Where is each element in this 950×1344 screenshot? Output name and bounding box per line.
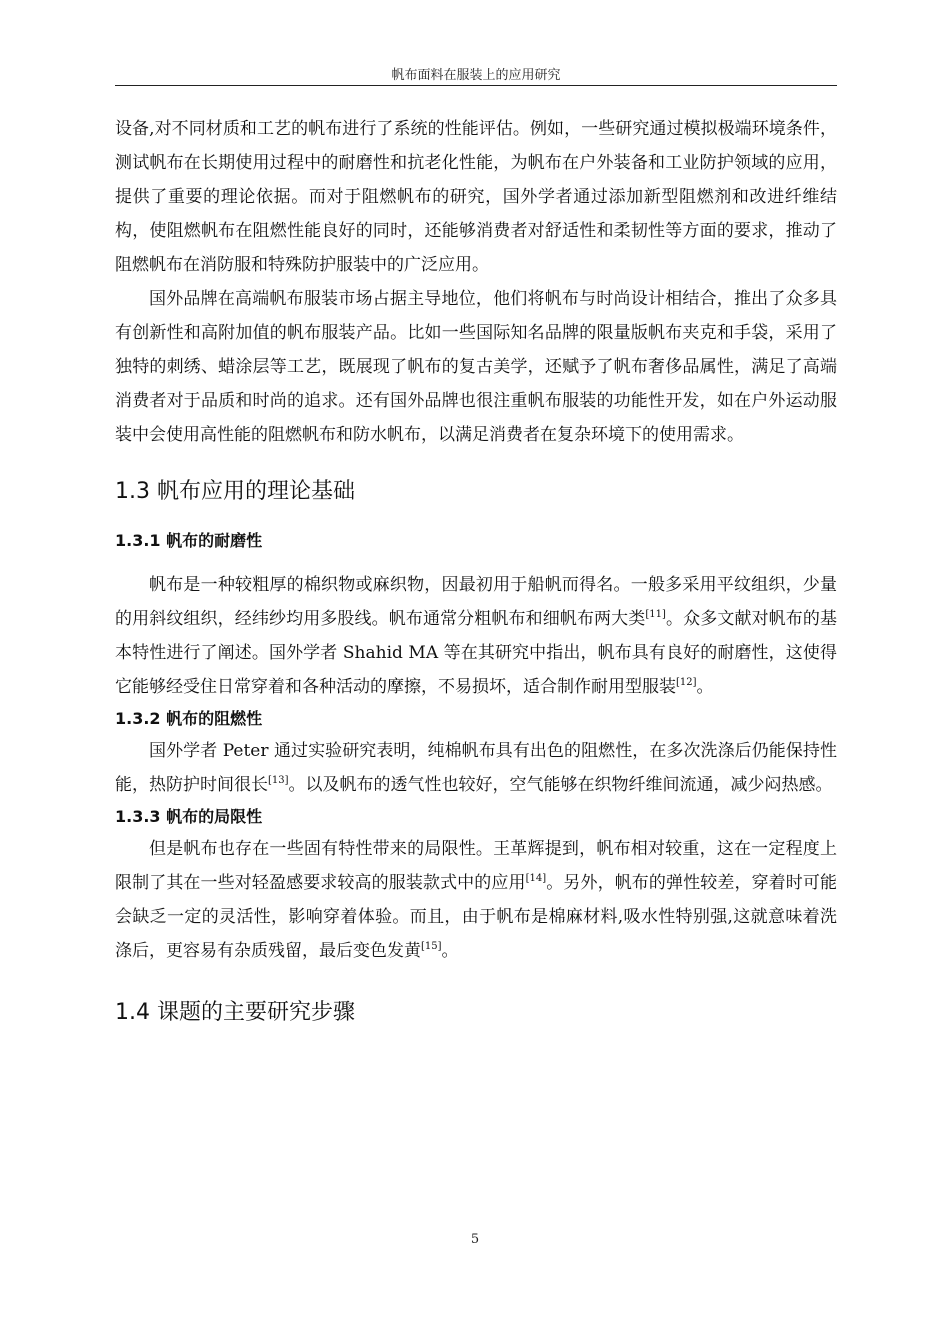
text-segment: 。众多文献对帆布的基本特性进行了阐述。国外学者 Shahid MA 等在其研究中指出，帆布具有良好的耐磨性，这使得它能够经受住日常穿着和各种活动的摩擦，不易损坏，适合制作耐用型服装 [115, 609, 838, 697]
running-header: 帆布面料在服装上的应用研究 [391, 68, 561, 83]
text-segment: 。 [441, 941, 459, 961]
text-segment: 帆布是一种较粗厚的棉织物或麻织物，因最初用于船帆而得名。一般多采用平纹组织，少量的用斜纹组织，经纬纱均用多股线。帆布通常分粗帆布和细帆布两大类 [115, 575, 837, 629]
section-heading-1-3: 1.3 帆布应用的理论基础 [115, 479, 355, 504]
subsection-heading-1-3-1: 1.3.1 帆布的耐磨性 [115, 531, 263, 550]
citation-13: [13] [268, 775, 289, 786]
document-body [115, 112, 837, 1028]
section-heading-1-4: 1.4 课题的主要研究步骤 [115, 1000, 355, 1025]
page-number: 5 [470, 1232, 480, 1247]
citation-12: [12] [676, 677, 697, 688]
header-divider [115, 85, 837, 86]
citation-14: [14] [525, 873, 547, 884]
paragraph-foreign-research: 设备,对不同材质和工艺的帆布进行了系统的性能评估。例如，一些研究通过模拟极端环境条件，测试帆布在长期使用过程中的耐磨性和抗老化性能，为帆布在户外装备和工业防护领域的应用，提供了重要的理论依据。而对于阻燃帆布的研究，国外学者通过添加新型阻燃剂和改进纤维结构，使阻燃帆布在阻燃性能良好的同时，还能够消费者对舒适性和柔韧性等方面的要求，推动了阻燃帆布在消防服和特殊防护服装中的广泛应用。 [115, 119, 837, 275]
paragraph-foreign-brands: 国外品牌在高端帆布服装市场占据主导地位，他们将帆布与时尚设计相结合，推出了众多具有创新性和高附加值的帆布服装产品。比如一些国际知名品牌的限量版帆布夹克和手袋，采用了独特的刺绣、蜡涂层等工艺，既展现了帆布的复古美学，还赋予了帆布奢侈品属性，满足了高端消费者对于品质和时尚的追求。还有国外品牌也很注重帆布服装的功能性开发，如在户外运动服装中会使用高性能的阻燃帆布和防水帆布，以满足消费者在复杂环境下的使用需求。 [115, 289, 837, 445]
text-segment: 但是帆布也存在一些固有特性带来的局限性。王革辉提到，帆布相对较重，这在一定程度上限制了其在一些对轻盈感要求较高的服装款式中的应用 [115, 839, 837, 893]
citation-15: [15] [421, 941, 442, 952]
text-segment: 。以及帆布的透气性也较好，空气能够在织物纤维间流通，减少闷热感。 [288, 775, 833, 795]
text-segment: 。另外，帆布的弹性较差，穿着时可能会缺乏一定的灵活性，影响穿着体验。而且，由于帆布是棉麻材料,吸水性特别强,这就意味着洗涤后，更容易有杂质残留，最后变色发黄 [115, 873, 838, 961]
subsection-heading-1-3-3: 1.3.3 帆布的局限性 [115, 807, 263, 826]
text-segment: 。 [696, 677, 714, 697]
text-segment: 国外学者 Peter 通过实验研究表明，纯棉帆布具有出色的阻燃性，在多次洗涤后仍能保持性能，热防护时间很长 [115, 741, 837, 795]
subsection-heading-1-3-2: 1.3.2 帆布的阻燃性 [115, 709, 263, 728]
citation-11: [11] [645, 609, 666, 620]
paragraph-limitations [115, 832, 837, 968]
paragraph-flame-retardancy [115, 734, 837, 802]
paragraph-abrasion-resistance [115, 568, 837, 704]
